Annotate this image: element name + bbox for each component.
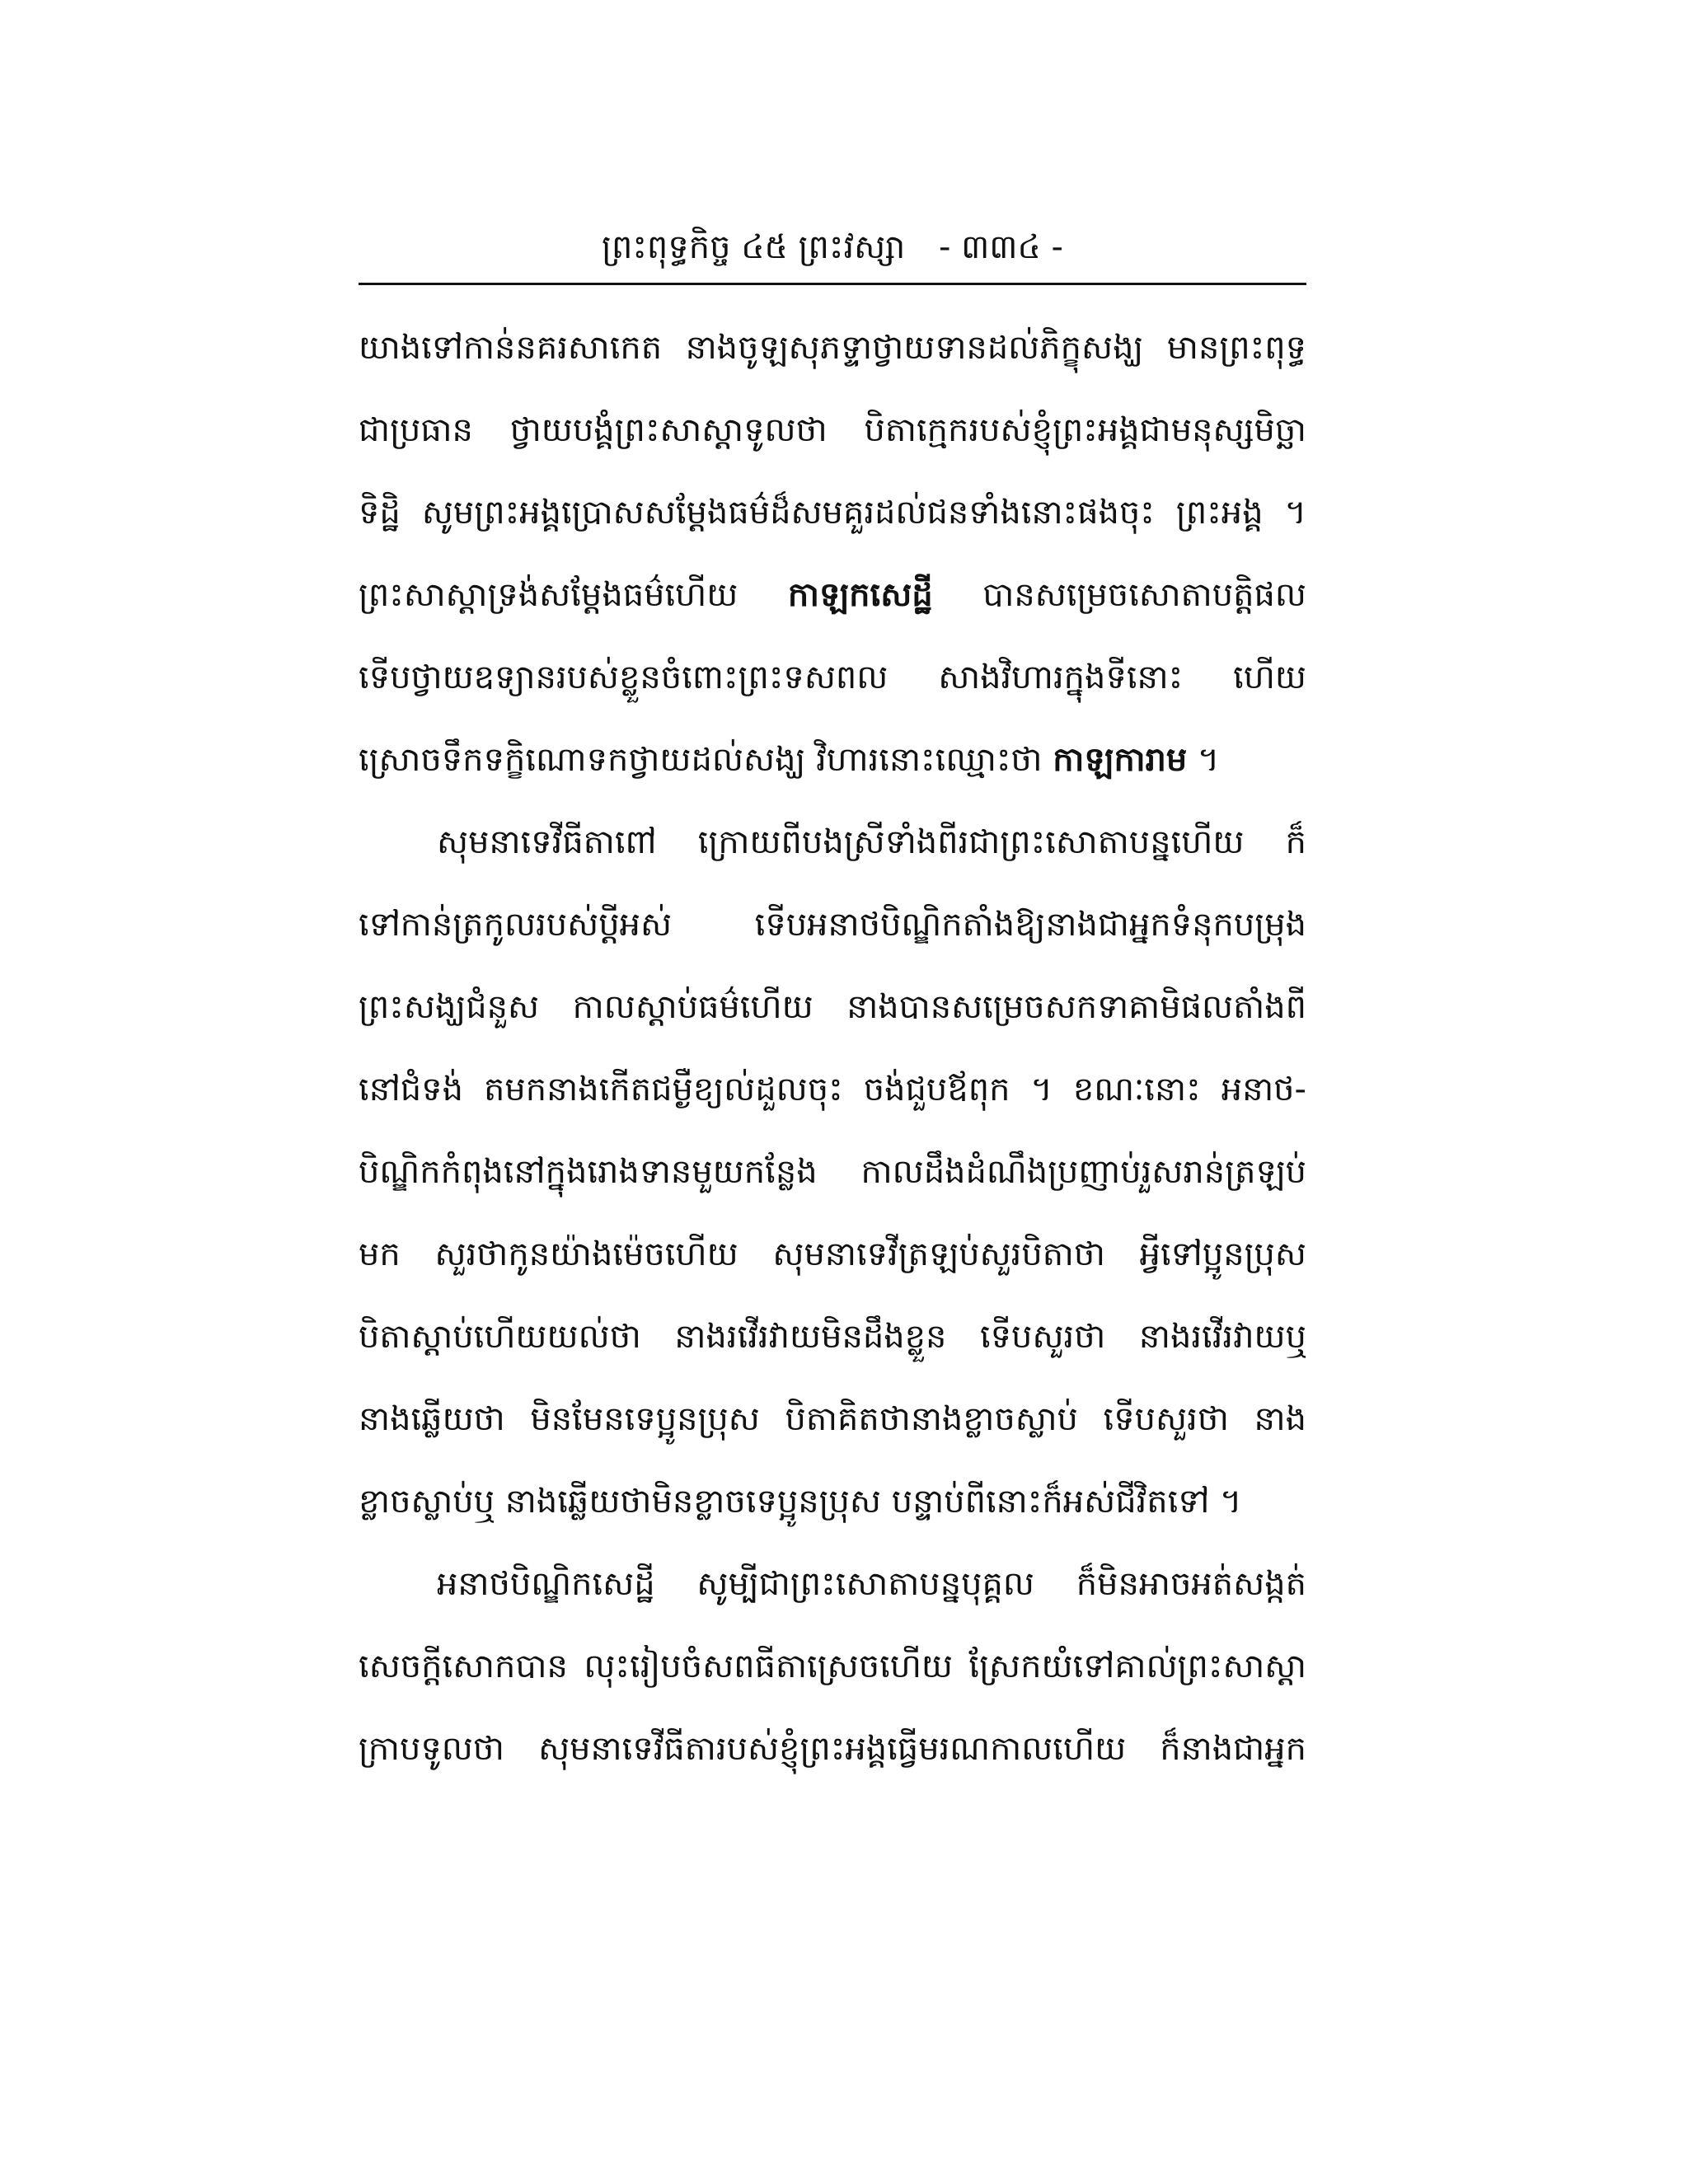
- text-line: យាងទៅកាន់នគរសាកេត នាងចូឡសុភទ្ទាថ្វាយទានដល់ភិក្ខុសង្ឃ មានព្រះពុទ្ធ: [359, 329, 1306, 367]
- book-title: ព្រះពុទ្ធកិច្ច ៤៥ ព្រះវស្សា: [602, 228, 906, 266]
- line-text: បានសម្រេចសោតាបត្តិផល: [982, 576, 1306, 614]
- text-line: បិតាស្ដាប់ហើយយល់ថា នាងរវើរវាយមិនដឹងខ្លួន ទើបសួរថា នាងរវើរវាយឬ: [359, 1318, 1306, 1356]
- text-line: ព្រះសង្ឃជំនួស កាលស្ដាប់ធម៌ហើយ នាងបានសម្រេចសកទាគាមិផលតាំងពី: [359, 988, 1306, 1026]
- text-line: ខ្លាចស្លាប់ឬ នាងឆ្លើយថាមិនខ្លាចទេប្អូនប្រុស បន្ទាប់ពីនោះក៏អស់ជីវិតទៅ ។: [359, 1483, 1242, 1521]
- line-text: ព្រះសាស្តាទ្រង់សម្ដែងធម៌ហើយ: [359, 576, 738, 614]
- body-text: [359, 307, 1306, 1790]
- paragraph-first-line: អនាថបិណ្ឌិកសេដ្ឋី សូម្បីជាព្រះសោតាបន្នបុគ្គល ក៏មិនអាចអត់សង្កត់: [437, 1565, 1306, 1603]
- text-line: មក សួរថាកូនយ៉ាងម៉េចហើយ សុមនាទេវីត្រឡប់សួរបិតាថា អ្វីទៅប្អូនប្រុស: [359, 1235, 1306, 1273]
- emphasized-name: កាឡការាម: [1053, 741, 1188, 779]
- text-line: សេចក្ដីសោកបាន លុះរៀបចំសពធីតាស្រេចហើយ ស្រែកយំទៅគាល់ព្រះសាស្តា: [359, 1647, 1306, 1685]
- line-text: ។: [1198, 741, 1220, 779]
- text-line: បិណ្ឌិកកំពុងនៅក្នុងរោងទានមួយកន្លែង កាលដឹងដំណឹងប្រញាប់រួសរាន់ត្រឡប់: [359, 1153, 1306, 1191]
- text-line: ជាប្រធាន ថ្វាយបង្គំព្រះសាស្តាទូលថា បិតាក្មេករបស់ខ្ញុំព្រះអង្គជាមនុស្សមិច្ឆា: [359, 411, 1306, 449]
- page-number: - ៣៣៤ -: [938, 228, 1063, 266]
- text-line: [359, 554, 1306, 636]
- running-header: [359, 218, 1306, 276]
- text-line: [359, 719, 1306, 801]
- text-line: ទើបថ្វាយឧទ្យានរបស់ខ្លួនចំពោះព្រះទសពល សាងវិហារក្នុងទីនោះ ហើយ: [359, 658, 1306, 696]
- line-text: ស្រោចទឹកទក្ខិណោទកថ្វាយដល់សង្ឃ វិហារនោះឈ្មោះថា: [359, 741, 1043, 779]
- emphasized-name: កាឡកសេដ្ឋី: [787, 576, 933, 614]
- text-line: នាងឆ្លើយថា មិនមែនទេប្អូនប្រុស បិតាគិតថានាងខ្លាចស្លាប់ ទើបសួរថា នាង: [359, 1400, 1306, 1438]
- text-line: ក្រាបទូលថា សុមនាទេវីធីតារបស់ខ្ញុំព្រះអង្គធ្វើមរណកាលហើយ ក៏នាងជាអ្នក: [359, 1730, 1306, 1768]
- header-divider: [359, 283, 1306, 285]
- text-line: ទិដ្ឋិ សូមព្រះអង្គប្រោសសម្ដែងធម៌ដ៏សមគួរដល់ជនទាំងនោះផងចុះ ព្រះអង្គ ។: [359, 494, 1306, 532]
- text-line: ទៅកាន់ត្រកូលរបស់ប្ដីអស់ ទើបអនាថបិណ្ឌិកតាំងឱ្យនាងជាអ្នកទំនុកបម្រុង: [359, 906, 1306, 944]
- text-line: នៅជំទង់ តមកនាងកើតជម្ងឺខ្យល់ដួលចុះ ចង់ជួបឪពុក ។ ខណៈនោះ អនាថ-: [359, 1071, 1306, 1108]
- paragraph-first-line: សុមនាទេវីធីតាពៅ ក្រោយពីបងស្រីទាំងពីរជាព្រះសោតាបន្នហើយ ក៏: [437, 823, 1306, 861]
